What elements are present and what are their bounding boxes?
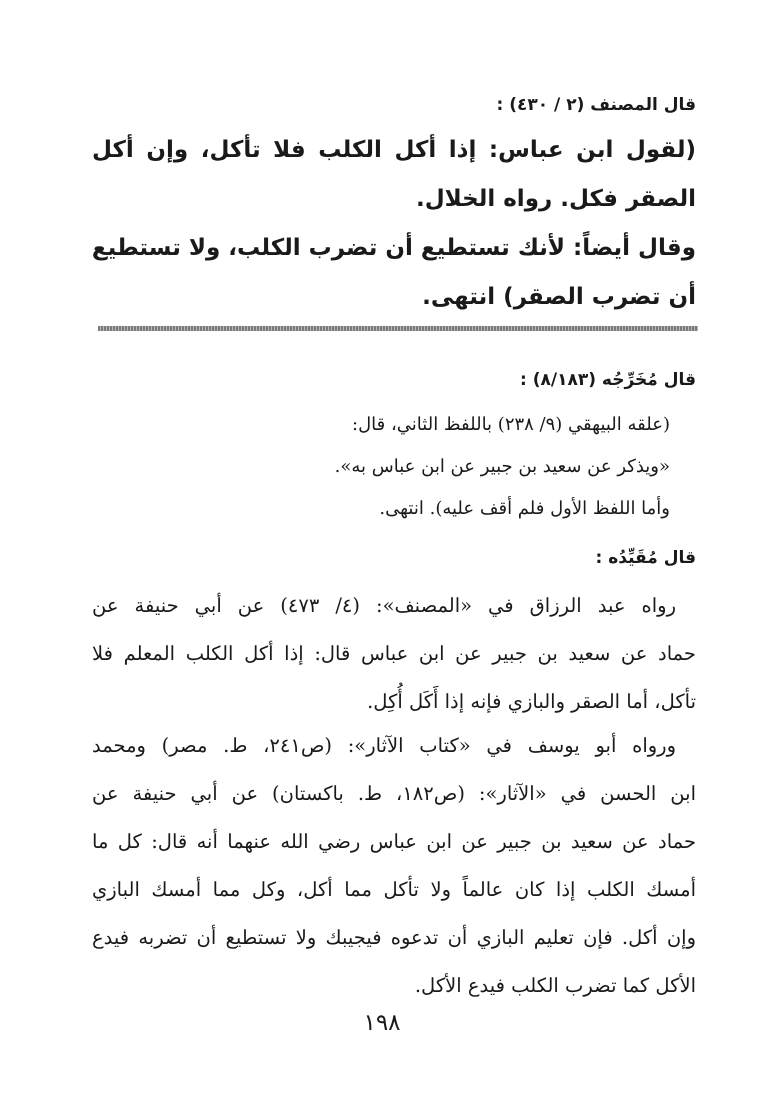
author-quote [92, 126, 696, 322]
paragraph-2-line-6: الأكل كما تضرب الكلب فيدع الأكل. [414, 974, 696, 997]
paragraph-2-line-3: حماد عن سعيد بن جبير عن ابن عباس رضي الله عنهما أنه قال: كل ما [92, 830, 696, 853]
page-number: ١٩٨ [363, 1010, 401, 1036]
author-heading: قال المصنف (٢ / ٤٣٠) : [496, 95, 696, 115]
takhrij-quote [150, 404, 670, 530]
muqayyid-paragraph-1 [92, 582, 696, 726]
paragraph-1-line-2: حماد عن سعيد بن جبير عن ابن عباس قال: إذا أكل الكلب المعلم فلا [92, 642, 696, 665]
paragraph-2-line-4: أمسك الكلب إذا كان عالماً ولا تأكل مما أكل، وكل مما أمسك البازي [92, 878, 696, 901]
takhrij-line-1: (علقه البيهقي (٩/ ٢٣٨) باللفظ الثاني، قال: [352, 414, 670, 435]
takhrij-line-3: وأما اللفظ الأول فلم أقف عليه). انتهى. [379, 498, 670, 519]
paragraph-1-line-1: رواه عبد الرزاق في «المصنف»: (٤/ ٤٧٣) عن أبي حنيفة عن [92, 594, 676, 617]
muqayyid-heading: قال مُقَيِّدُه : [595, 548, 696, 568]
paragraph-2-line-5: وإن أكل. فإن تعليم البازي أن تدعوه فيجيبك ولا تستطيع أن تضربه فيدع [92, 926, 696, 949]
author-quote-line-4: أن تضرب الصقر) انتهى. [422, 284, 696, 310]
paragraph-2-line-1: ورواه أبو يوسف في «كتاب الآثار»: (ص٢٤١، ط. مصر) ومحمد [92, 734, 676, 757]
author-quote-line-2: الصقر فكل. رواه الخلال. [415, 186, 696, 212]
muqayyid-paragraph-2 [92, 722, 696, 1010]
takhrij-heading: قال مُخَرِّجُه (٨/١٨٣) : [519, 370, 696, 390]
paragraph-1-line-3: تأكل، أما الصقر والبازي فإنه إذا أَكَل أُكِل. [367, 690, 696, 713]
section-divider [98, 326, 698, 331]
paragraph-2-line-2: ابن الحسن في «الآثار»: (ص١٨٢، ط. باكستان) عن أبي حنيفة عن [92, 782, 697, 805]
author-quote-line-1: (لقول ابن عباس: إذا أكل الكلب فلا تأكل، وإن أكل [92, 137, 696, 163]
author-quote-line-3: وقال أيضاً: لأنك تستطيع أن تضرب الكلب، ولا تستطيع [91, 235, 696, 261]
takhrij-line-2: «ويذكر عن سعيد بن جبير عن ابن عباس به». [334, 456, 670, 477]
